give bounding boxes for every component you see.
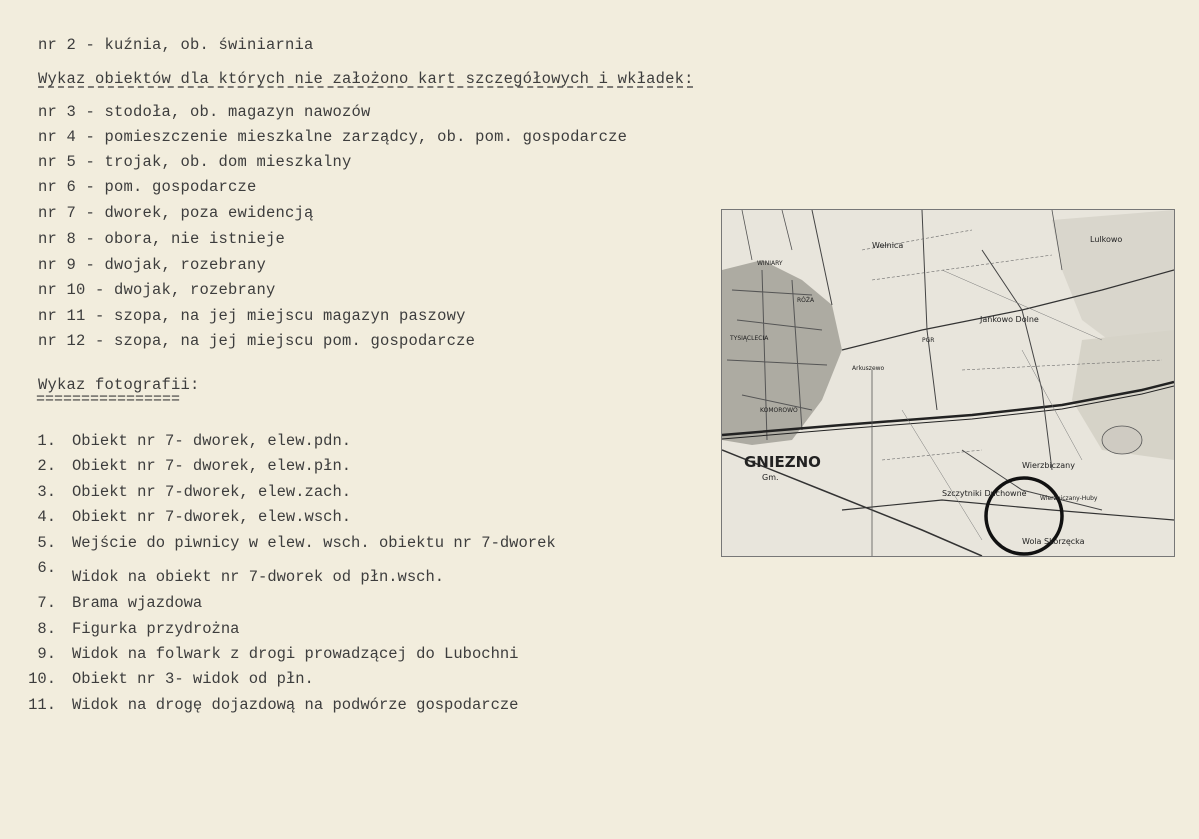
map-label-pgr: PGR bbox=[922, 337, 935, 344]
photo-number: 4. bbox=[37, 508, 56, 526]
photo-description: Widok na obiekt nr 7-dworek od płn.wsch. bbox=[72, 568, 445, 586]
location-map bbox=[721, 209, 1175, 557]
map-label-wierzbiczany-huby: Wierzbiczany-Huby bbox=[1040, 495, 1098, 502]
list-item: nr 9 - dwojak, rozebrany bbox=[38, 256, 267, 274]
map-label-city-sub: Gm. bbox=[762, 473, 779, 482]
photo-description: Brama wjazdowa bbox=[72, 594, 203, 612]
photo-number: 2. bbox=[37, 457, 56, 475]
photo-number: 11. bbox=[28, 696, 56, 714]
photo-number: 5. bbox=[37, 534, 56, 552]
photo-number: 6. bbox=[37, 559, 56, 577]
photo-number: 10. bbox=[28, 670, 56, 688]
list-item: nr 11 - szopa, na jej miejscu magazyn paszowy bbox=[38, 307, 466, 325]
photo-number: 8. bbox=[37, 620, 56, 638]
photos-heading: Wykaz fotografii: bbox=[38, 376, 200, 394]
map-label-lulkowo: Lulkowo bbox=[1090, 235, 1123, 244]
photo-description: Wejście do piwnicy w elew. wsch. obiektu nr 7-dworek bbox=[72, 534, 556, 552]
list-item: nr 7 - dworek, poza ewidencją bbox=[38, 204, 314, 222]
photo-description: Obiekt nr 7- dworek, elew.pdn. bbox=[72, 432, 352, 450]
photo-description: Obiekt nr 7- dworek, elew.płn. bbox=[72, 457, 352, 475]
map-label-tysiaclecia: TYSIĄCLECIA bbox=[730, 335, 769, 342]
map-label-jankowo: Jankowo Dolne bbox=[980, 315, 1039, 324]
photo-number: 3. bbox=[37, 483, 56, 501]
map-label-komorowo: KOMOROWO bbox=[760, 407, 798, 414]
list-item: nr 3 - stodoła, ob. magazyn nawozów bbox=[38, 103, 371, 121]
list-item: nr 8 - obora, nie istnieje bbox=[38, 230, 286, 248]
photo-number: 7. bbox=[37, 594, 56, 612]
list-item: nr 5 - trojak, ob. dom mieszkalny bbox=[38, 153, 352, 171]
photo-description: Widok na folwark z drogi prowadzącej do Lubochni bbox=[72, 645, 519, 663]
photo-description: Obiekt nr 3- widok od płn. bbox=[72, 670, 314, 688]
header-line: nr 2 - kuźnia, ob. świniarnia bbox=[38, 36, 314, 54]
photos-heading-underline: ================ bbox=[36, 391, 181, 408]
map-label-city: GNIEZNO bbox=[744, 453, 821, 471]
list-item: nr 12 - szopa, na jej miejscu pom. gospodarcze bbox=[38, 332, 476, 350]
lake bbox=[1102, 426, 1142, 454]
map-label-welnica: Wełnica bbox=[872, 241, 904, 250]
list-heading: Wykaz obiektów dla których nie założono kart szczegółowych i wkładek: bbox=[38, 70, 694, 88]
map-label-arkuszewo: Arkuszewo bbox=[852, 365, 885, 372]
photo-description: Widok na drogę dojazdową na podwórze gospodarcze bbox=[72, 696, 519, 714]
list-item: nr 6 - pom. gospodarcze bbox=[38, 178, 257, 196]
map-label-wola: Wola Skorzęcka bbox=[1022, 537, 1085, 546]
photo-number: 1. bbox=[37, 432, 56, 450]
map-label-winiary: WINIARY bbox=[757, 260, 783, 267]
photo-number: 9. bbox=[37, 645, 56, 663]
photo-description: Obiekt nr 7-dworek, elew.zach. bbox=[72, 483, 352, 501]
photo-description: Obiekt nr 7-dworek, elew.wsch. bbox=[72, 508, 352, 526]
map-label-szczytniki: Szczytniki Duchowne bbox=[942, 489, 1027, 498]
map-label-wierzbiczany: Wierzbiczany bbox=[1022, 461, 1075, 470]
map-label-roza: RÓŻA bbox=[797, 297, 815, 304]
list-item: nr 4 - pomieszczenie mieszkalne zarządcy, ob. pom. gospodarcze bbox=[38, 128, 628, 146]
map-drawing bbox=[722, 210, 1174, 556]
photo-description: Figurka przydrożna bbox=[72, 620, 240, 638]
list-item: nr 10 - dwojak, rozebrany bbox=[38, 281, 276, 299]
